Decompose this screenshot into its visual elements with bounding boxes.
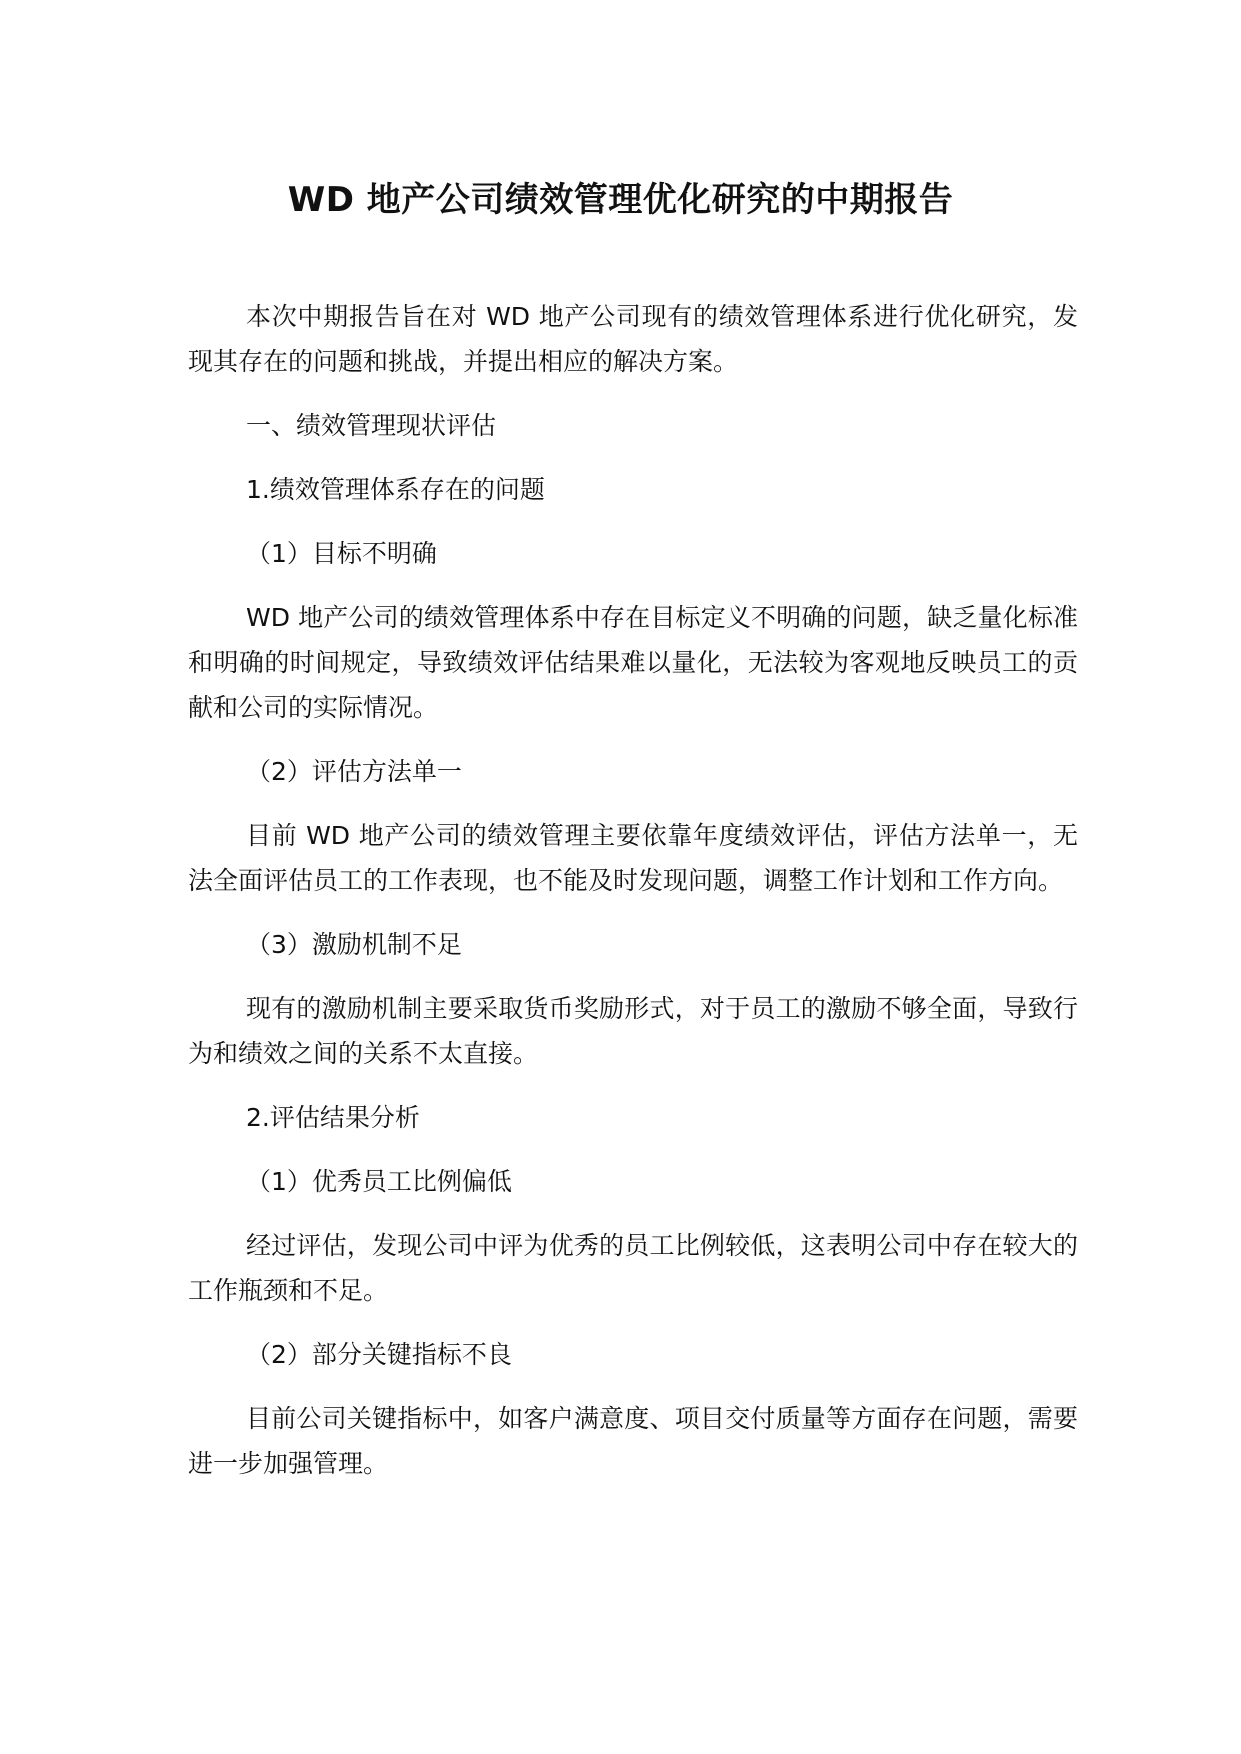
- item-paragraph: WD 地产公司的绩效管理体系中存在目标定义不明确的问题，缺乏量化标准和明确的时间规定，导致绩效评估结果难以量化，无法较为客观地反映员工的贡献和公司的实际情况。: [188, 603, 1078, 722]
- document-title: WD 地产公司绩效管理优化研究的中期报告: [287, 180, 954, 220]
- item-paragraph: 目前公司关键指标中，如客户满意度、项目交付质量等方面存在问题，需要进一步加强管理。: [188, 1404, 1078, 1478]
- subsection-heading: 1.绩效管理体系存在的问题: [246, 475, 545, 504]
- subsection-heading: 2.评估结果分析: [246, 1103, 420, 1132]
- item-paragraph: 现有的激励机制主要采取货币奖励形式，对于员工的激励不够全面，导致行为和绩效之间的关系不太直接。: [188, 994, 1078, 1068]
- item-heading: （1）目标不明确: [246, 539, 437, 568]
- item-heading: （2）评估方法单一: [246, 757, 462, 786]
- section-heading: 一、绩效管理现状评估: [246, 411, 497, 440]
- intro-paragraph: 本次中期报告旨在对 WD 地产公司现有的绩效管理体系进行优化研究，发现其存在的问题和挑战，并提出相应的解决方案。: [188, 302, 1078, 376]
- item-paragraph: 目前 WD 地产公司的绩效管理主要依靠年度绩效评估，评估方法单一，无法全面评估员工的工作表现，也不能及时发现问题，调整工作计划和工作方向。: [188, 821, 1078, 895]
- item-paragraph: 经过评估，发现公司中评为优秀的员工比例较低，这表明公司中存在较大的工作瓶颈和不足。: [188, 1231, 1078, 1305]
- item-heading: （2）部分关键指标不良: [246, 1340, 512, 1369]
- document-body: [188, 294, 1078, 1505]
- item-heading: （3）激励机制不足: [246, 930, 462, 959]
- item-heading: （1）优秀员工比例偏低: [246, 1167, 512, 1196]
